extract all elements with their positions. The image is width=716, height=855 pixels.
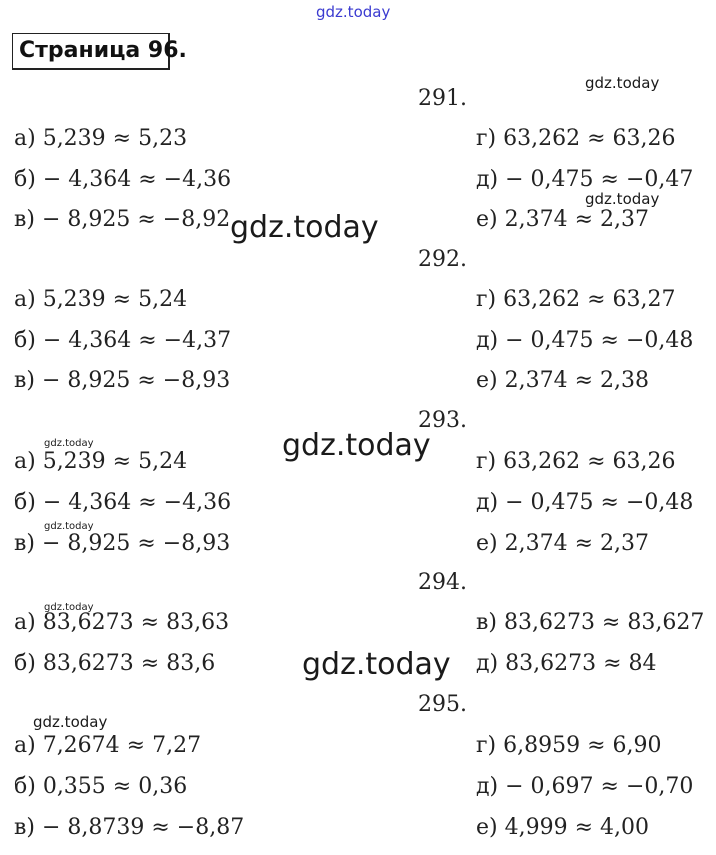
exercise-number: 295. [418,692,467,717]
watermark-small: gdz.today [33,713,108,731]
answer-line: г) 63,262 ≈ 63,26 [476,449,676,474]
page-title: Страница 96. [19,38,187,63]
answer-line: г) 63,262 ≈ 63,26 [476,126,676,151]
answer-line: д) 83,6273 ≈ 84 [476,651,657,676]
answer-line: в) − 8,925 ≈ −8,93 [14,368,231,393]
watermark-large: gdz.today [282,428,431,463]
watermark-large: gdz.today [230,210,379,245]
answer-line: б) 83,6273 ≈ 83,6 [14,651,216,676]
answer-line: г) 63,262 ≈ 63,27 [476,287,676,312]
watermark-tiny: gdz.today [44,521,94,532]
exercise-number: 291. [418,86,467,111]
answer-line: а) 7,2674 ≈ 7,27 [14,733,202,758]
answer-line: б) − 4,364 ≈ −4,36 [14,490,232,515]
answer-line: в) − 8,925 ≈ −8,92 [14,207,231,232]
answer-line: а) 5,239 ≈ 5,24 [14,449,188,474]
answer-line: б) − 4,364 ≈ −4,37 [14,328,232,353]
watermark-large: gdz.today [302,647,451,682]
answer-line: а) 5,239 ≈ 5,24 [14,287,188,312]
answer-line: в) 83,6273 ≈ 83,627 [476,610,705,635]
answer-line: в) − 8,8739 ≈ −8,87 [14,815,245,840]
watermark-tiny: gdz.today [44,602,94,613]
answer-line: д) − 0,697 ≈ −0,70 [476,774,694,799]
answer-line: б) 0,355 ≈ 0,36 [14,774,188,799]
answer-line: в) − 8,925 ≈ −8,93 [14,531,231,556]
answer-line: е) 2,374 ≈ 2,37 [476,531,649,556]
answer-line: д) − 0,475 ≈ −0,48 [476,328,694,353]
answer-line: б) − 4,364 ≈ −4,36 [14,167,232,192]
answer-line: д) − 0,475 ≈ −0,47 [476,167,694,192]
answer-line: г) 6,8959 ≈ 6,90 [476,733,662,758]
answer-line: е) 4,999 ≈ 4,00 [476,815,649,840]
exercise-number: 294. [418,570,467,595]
answer-line: е) 2,374 ≈ 2,37 [476,207,649,232]
answer-line: д) − 0,475 ≈ −0,48 [476,490,694,515]
exercise-number: 292. [418,247,467,272]
watermark-top: gdz.today [316,3,391,21]
watermark-small: gdz.today [585,190,660,208]
answer-line: а) 83,6273 ≈ 83,63 [14,610,230,635]
exercise-number: 293. [418,408,467,433]
watermark-tiny: gdz.today [44,438,94,449]
answer-line: а) 5,239 ≈ 5,23 [14,126,188,151]
watermark-small: gdz.today [585,74,660,92]
answer-line: е) 2,374 ≈ 2,38 [476,368,649,393]
